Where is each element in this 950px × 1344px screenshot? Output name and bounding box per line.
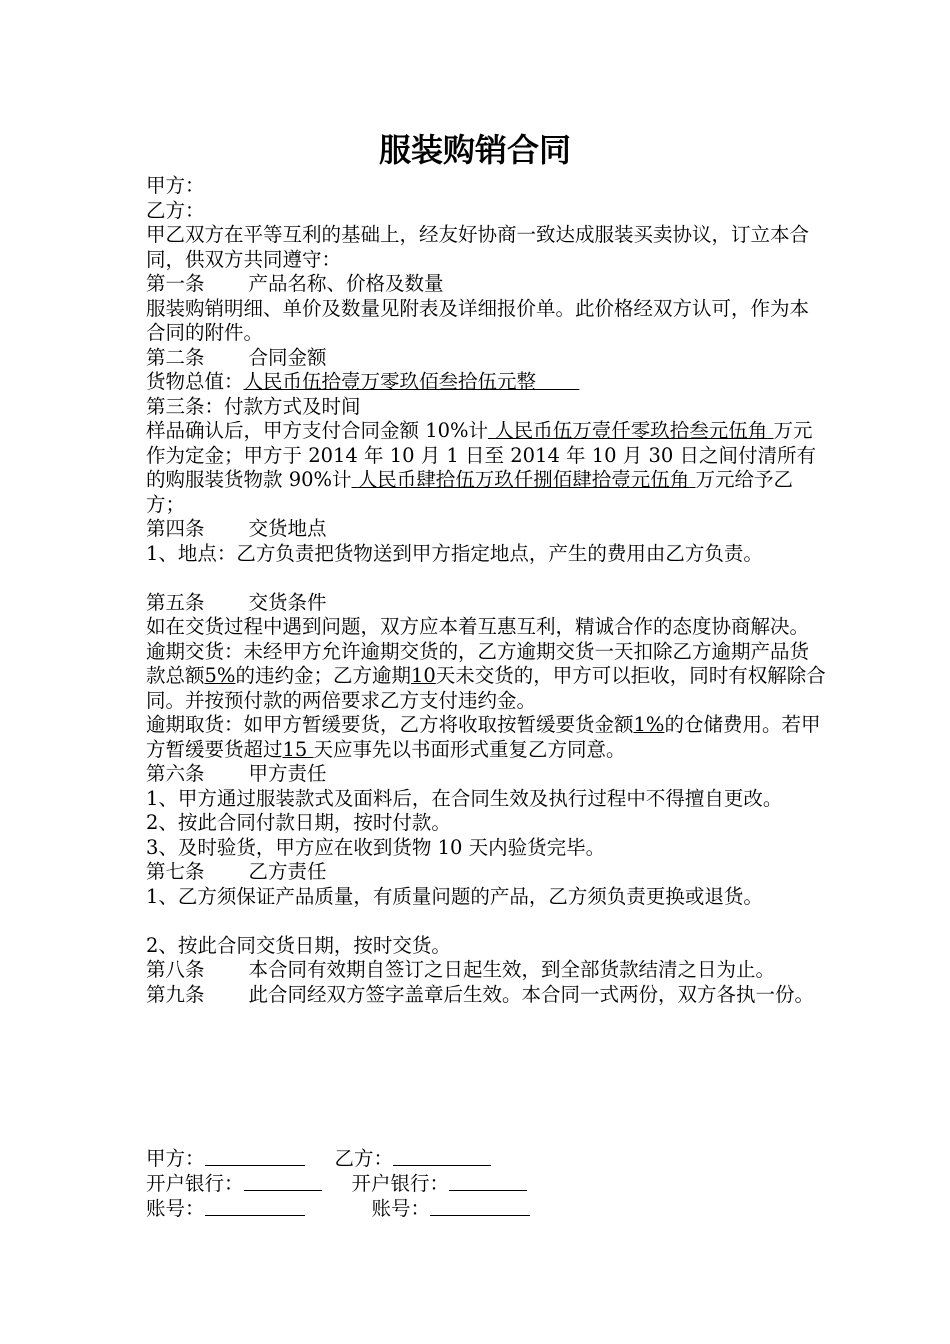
article-6-item: 2、按此合同付款日期，按时付款。: [146, 811, 451, 834]
article-3-heading: 第三条：付款方式及时间: [146, 394, 361, 418]
bank-b-label: 开户银行：: [351, 1172, 450, 1195]
article-5-text: 如在交货过程中遇到问题，双方应本着互惠互利，精诚合作的态度协商解决。: [146, 615, 810, 638]
signature-block: [146, 1146, 530, 1221]
pickup-days: 15: [282, 737, 308, 761]
article-4-item-1: 1、地点：乙方负责把货物送到甲方指定地点，产生的费用由乙方负责。: [146, 541, 763, 565]
bank-b-blank: [449, 1171, 527, 1191]
deposit-amount: 人民币伍万壹仟零玖拾叁元伍角: [494, 419, 768, 442]
account-a-blank: [205, 1196, 305, 1216]
article-6-item: 1、甲方通过服装款式及面料后，在合同生效及执行过程中不得擅自更改。: [146, 786, 783, 810]
bank-a-blank: [244, 1171, 322, 1191]
article-3-text: 样品确认后，甲方支付合同金额 10%计 人民币伍万壹仟零玖拾叁元伍角 万元作为定金；甲方于 2014 年 10 月 1 日至 2014 年 10 月 30 日之间付清所有的购服装货物款 90%计 人民币肆拾伍万玖仟捌佰肆拾壹元伍角 万元给予乙方；: [146, 419, 816, 516]
article-7-item: 1、乙方须保证产品质量，有质量问题的产品，乙方须负责更换或退货。: [146, 884, 763, 908]
article-5-heading: 第五条 交货条件: [146, 590, 327, 614]
late-days: 10: [410, 664, 436, 687]
article-4-heading: 第四条 交货地点: [146, 517, 327, 540]
intro-paragraph: 甲乙双方在平等互利的基础上，经友好协商一致达成服装买卖协议，订立本合同，供双方共同遵守：: [146, 223, 810, 271]
article-1-text: 服装购销明细、单价及数量见附表及详细报价单。此价格经双方认可，作为本合同的附件。: [146, 296, 810, 344]
party-a-line: 甲方：: [146, 174, 205, 197]
signature-row-bank: [146, 1171, 530, 1196]
signature-row-party: [146, 1146, 530, 1171]
article-8: 第八条 本合同有效期自签订之日起生效，到全部货款结清之日为止。: [146, 958, 776, 981]
article-1-heading: 第一条 产品名称、价格及数量: [146, 272, 444, 295]
article-9: 第九条 此合同经双方签字盖章后生效。本合同一式两份，双方各执一份。: [146, 982, 815, 1006]
article-6-heading: 第六条 甲方责任: [146, 762, 327, 785]
account-b-label: 账号：: [371, 1197, 431, 1220]
article-6-item: 3、及时验货，甲方应在收到货物 10 天内验货完毕。: [146, 835, 606, 859]
account-b-blank: [430, 1196, 530, 1216]
bank-a-label: 开户银行：: [146, 1172, 244, 1195]
party-b-blank: [393, 1146, 491, 1166]
account-a-label: 账号：: [146, 1197, 205, 1220]
signature-party-b-label: 乙方：: [334, 1147, 394, 1170]
article-2-heading: 第二条 合同金额: [146, 345, 327, 369]
party-b-line: 乙方：: [146, 198, 205, 222]
late-pickup-clause: 逾期取货：如甲方暂缓要货，乙方将收取按暂缓要货金额1%的仓储费用。若甲方暂缓要货超过15 天应事先以书面形式重复乙方同意。: [146, 713, 821, 761]
contract-body: [146, 174, 826, 1007]
signature-party-a-label: 甲方：: [146, 1147, 205, 1170]
storage-percent: 1%: [633, 713, 665, 736]
article-7-item: 2、按此合同交货日期，按时交货。: [146, 933, 451, 957]
late-penalty-percent: 5%: [204, 664, 236, 687]
article-7-heading: 第七条 乙方责任: [146, 860, 327, 883]
total-amount: 人民币伍拾壹万零玖佰叁拾伍元整: [243, 370, 537, 393]
late-delivery-clause: 逾期交货：未经甲方允许逾期交货的，乙方逾期交货一天扣除乙方逾期产品货款总额5%的违约金；乙方逾期10天未交货的，甲方可以拒收，同时有权解除合同。并按预付款的两倍要求乙方支付违约金。: [146, 639, 826, 712]
party-a-blank: [205, 1146, 305, 1166]
article-2-total: 货物总值：人民币伍拾壹万零玖佰叁拾伍元整: [146, 370, 537, 393]
signature-row-account: [146, 1196, 530, 1221]
balance-amount: 人民币肆拾伍万玖仟捌佰肆拾壹元伍角: [357, 468, 690, 491]
document-title: 服装购销合同: [378, 131, 571, 169]
